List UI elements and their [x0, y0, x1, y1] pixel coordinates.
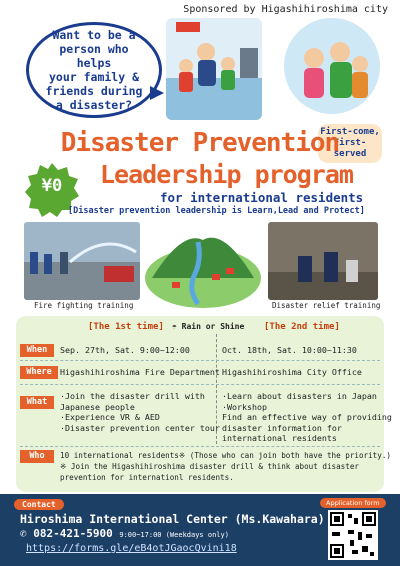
bubble-line: Want to be a — [52, 28, 136, 42]
phone-icon: ✆ — [20, 527, 27, 540]
who-label: Who — [20, 450, 54, 463]
qr-code-icon[interactable] — [328, 510, 378, 560]
what-first-item: Japanese people — [60, 401, 135, 412]
what-first-item: ·Disaster prevention center tour — [60, 422, 220, 433]
when-first: Sep. 27th, Sat. 9:00~12:00 — [60, 345, 190, 355]
contact-organization: Hiroshima International Center (Ms.Kawahara) — [20, 512, 325, 526]
what-second-item: international residents — [222, 433, 337, 443]
office-hours: 9:00~17:00 (Weekdays only) — [119, 531, 229, 539]
second-time-heading: [The 2nd time] — [264, 322, 340, 332]
main-title-line1: Disaster Prevention — [60, 128, 340, 158]
fee-text: ¥0 — [41, 176, 63, 196]
phone-number: 082-421-5900 — [33, 527, 113, 540]
what-first-item: ·Join the disaster drill with — [60, 391, 205, 401]
bubble-tail — [150, 86, 164, 100]
who-line: ※ Join the Higashihiroshima disaster drill & think about disaster — [60, 462, 359, 471]
what-second-item: ·Workshop — [222, 401, 267, 412]
what-first-item: ·Experience VR & AED — [60, 412, 160, 422]
umbrella-icon: ☂ — [172, 322, 177, 331]
who-text — [60, 450, 391, 483]
when-label: When — [20, 344, 54, 357]
badge-line: First-served — [333, 138, 367, 159]
what-second-list — [222, 391, 392, 444]
application-form-link[interactable]: https://forms.gle/eB4otJGaocQvini18 — [26, 543, 237, 554]
where-first: Higashihiroshima Fire Department — [60, 367, 220, 377]
tagline: [Disaster prevention leadership is Learn,Lead and Protect] — [68, 206, 365, 216]
disaster-relief-caption: Disaster relief training — [272, 301, 381, 310]
main-title-line2: Leadership program — [100, 160, 353, 189]
contact-label: Contact — [14, 499, 64, 510]
who-line: prevention for internationl residents. — [60, 473, 234, 482]
rain-or-shine — [172, 322, 244, 331]
row-divider — [20, 384, 380, 385]
where-second: Higashihiroshima City Office — [222, 367, 362, 377]
rain-or-shine-text: Rain or Shine — [181, 322, 245, 331]
subtitle: for international residents — [160, 190, 364, 205]
bubble-line: your family & — [48, 70, 139, 84]
disaster-map-illustration — [142, 220, 264, 310]
fire-fighting-caption: Fire fighting training — [34, 301, 134, 310]
question-bubble — [26, 22, 162, 118]
disaster-relief-photo — [268, 222, 378, 300]
row-divider — [20, 446, 380, 447]
who-line: 10 international residents※ (Those who can join both have the priority.) — [60, 451, 391, 460]
what-second-item: Find an effective way of providing — [222, 412, 392, 422]
sponsor-text: Sponsored by Higashihiroshima city — [183, 4, 388, 15]
row-divider — [20, 360, 380, 361]
bubble-line: a disaster? — [55, 98, 133, 112]
application-form-label: Application form — [320, 498, 386, 508]
bubble-line: friends during — [45, 84, 143, 98]
evacuation-illustration — [166, 18, 262, 120]
fire-fighting-photo — [24, 222, 140, 300]
what-second-item: ·Learn about disasters in Japan — [222, 391, 377, 401]
first-time-heading: [The 1st time] — [88, 322, 164, 332]
when-second: Oct. 18th, Sat. 10:00~11:30 — [222, 345, 357, 355]
bubble-line: person who helps — [59, 42, 129, 70]
contact-phone[interactable] — [20, 527, 229, 540]
badge-line: First-come, — [320, 127, 380, 137]
where-label: Where — [20, 366, 58, 379]
what-first-list — [60, 391, 220, 433]
family-illustration — [284, 18, 380, 114]
what-second-item: disaster information for — [222, 422, 342, 433]
what-label: What — [20, 396, 54, 409]
